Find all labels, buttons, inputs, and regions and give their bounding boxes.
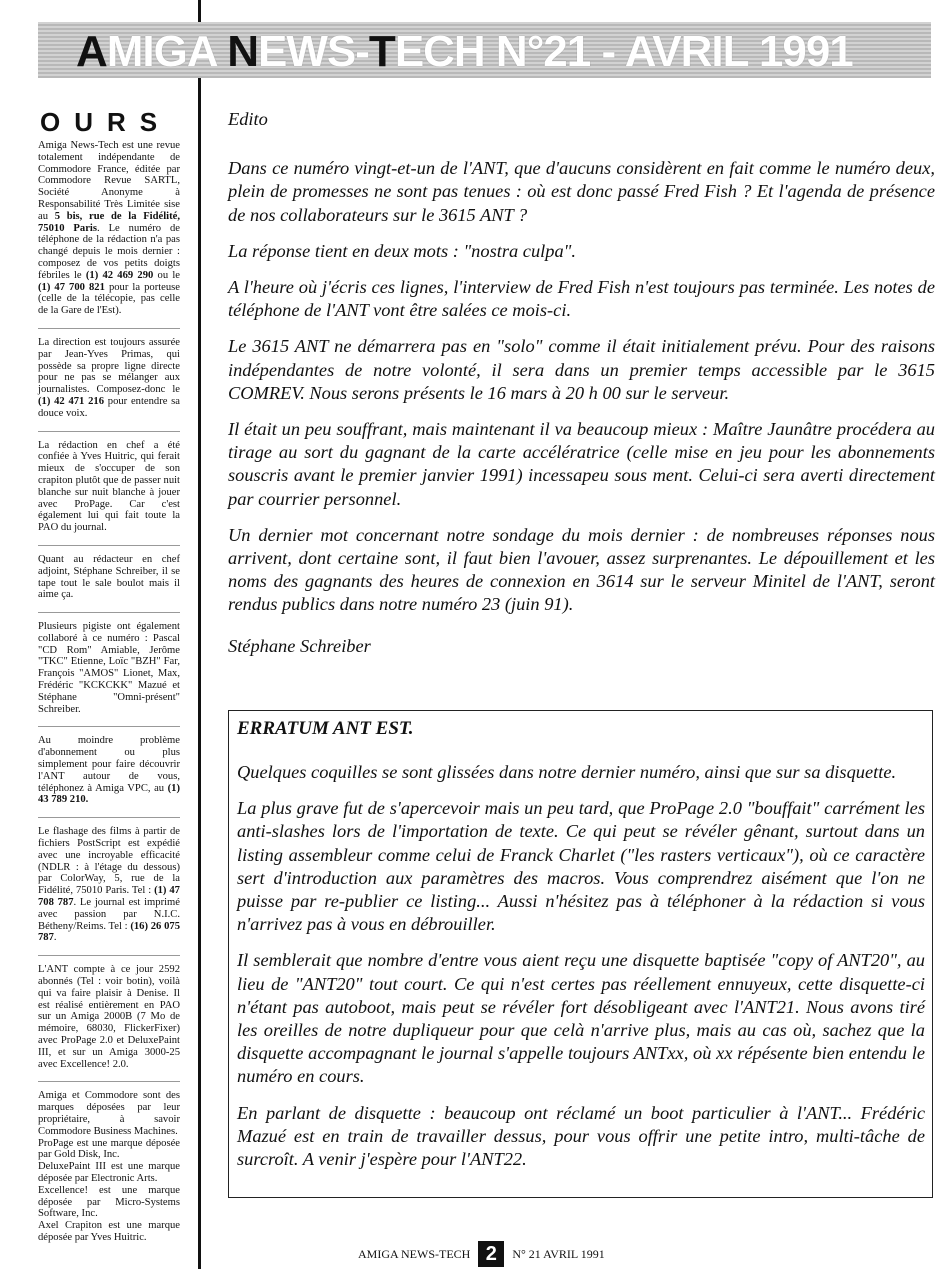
edito-paragraph: La réponse tient en deux mots : "nostra culpa".: [228, 240, 576, 261]
header-banner: [38, 22, 931, 78]
divider: [38, 545, 180, 546]
erratum-paragraph: En parlant de disquette : beaucoup ont réclamé un boot particulier à l'ANT... Frédéric Mazué est en train de travailler dessus, pour vous offrir une petite intro, multi-tâche de surcroît. A venir j'espère pour l'ANT22.: [237, 1102, 925, 1170]
footer-publication: AMIGA NEWS-TECH: [358, 1246, 471, 1261]
trademark-note: ProPage est une marque déposée par Gold Disk, Inc.: [38, 1137, 180, 1161]
divider: [38, 431, 180, 432]
edito-paragraph: Dans ce numéro vingt-et-un de l'ANT, que d'aucuns considèrent en fait comme le numéro deux, plein de promesses ne sont pas tenues : où est donc passé Fred Fish ? Et l'agenda de présence de nos collaborateurs sur le 3615 ANT ?: [228, 158, 935, 225]
divider: [38, 955, 180, 956]
page-title: [76, 28, 931, 76]
erratum-title: ERRATUM ANT EST.: [237, 718, 414, 739]
trademark-note: Axel Crapiton est une marque déposée par Yves Huitric.: [38, 1220, 180, 1243]
page-footer: [358, 1242, 605, 1266]
column-divider: [198, 0, 201, 1269]
trademark-note: Amiga et Commodore sont des marques déposées par leur propriétaire, à savoir Commodore Business Machines.: [38, 1090, 180, 1137]
ours-paragraph: La rédaction en chef a été confiée à Yves Huitric, qui ferait mieux de s'occuper de son crapiton plutôt que de passer nuit blanche sur nuit blanche à jouer avec ProPage. Car c'est également lui qui fait toute la PAO du journal.: [38, 439, 180, 534]
ours-paragraph: Quant au rédacteur en chef adjoint, Stéphane Schreiber, il se tape tout le sale boulot mais il aime ça.: [38, 553, 180, 601]
title-initial-t: T: [368, 27, 395, 76]
divider: [38, 612, 180, 613]
footer-issue: N° 21 AVRIL 1991: [512, 1246, 605, 1261]
signature: Stéphane Schreiber: [228, 635, 371, 656]
trademark-note: DeluxePaint III est une marque déposée par Electronic Arts.: [38, 1161, 180, 1184]
ours-paragraph: Le flashage des films à partir de fichiers PostScript est expédié avec une incroyable efficacité (NDLR : à l'étage du dessous) par ColorWay, 5, rue de la Fidélité, 75010 Paris. Tel : (1) 47 708 787. Le journal est imprimé avec passion par N.I.C. Bétheny/Reims. Tel : (16) 26 075 787.: [38, 826, 180, 944]
erratum-paragraph: Il semblerait que nombre d'entre vous aient reçu une disquette baptisée "copy of ANT20", au lieu de "ANT20" tout court. Ce qui n'est certes pas réellement ennuyeux, cette disquette-ci n'étant pas autoboot, mais peut se révéler fort désobligeant avec l'ANT21. Nous avons tiré les oreilles de notre dupliqueur pour que celà n'arrive plus, mais au cas où, sachez que la disquette accompagnant le journal s'appelle toujours ANTxx, où xx répésente bien entendu le numéro en cours.: [237, 950, 925, 1087]
divider: [38, 726, 180, 727]
edito-paragraph: Il était un peu souffrant, mais maintenant il va beaucoup mieux : Maître Jaunâtre procédera au tirage au sort du gagnant de la carte accélératrice (celle mise en jeu pour les abonnements souscris avant le premier janvier 1991) incessapeu sous ment. Celui-ci sera averti directement par courrier personnel.: [228, 419, 935, 509]
ours-paragraph: Plusieurs pigiste ont également collaboré à ce numéro : Pascal "CD Rom" Amiable, Jerôme "TKC" Etienne, Loïc "BZH" Far, François "AMOS" Lionet, Max, Frédéric "KCKCKK" Mazué et Stéphane "Omni-présent" Schreiber.: [38, 621, 180, 715]
page-number: 2: [478, 1241, 504, 1267]
divider: [38, 328, 180, 329]
divider: [38, 1081, 180, 1082]
edito-paragraph: Le 3615 ANT ne démarrera pas en "solo" comme il était initialement prévu. Pour des raisons indépendantes de notre volonté, il sera dans un premier temps accessible par le 3615 COMREV. Nous serons présents le 16 mars à 20 h 00 sur le serveur.: [228, 336, 935, 403]
title-part: MIGA: [106, 27, 228, 76]
ours-paragraph: Amiga News-Tech est une revue totalement indépendante de Commodore France, éditée par Commodore Revue SARTL, Société Anonyme à Responsabilité Très Limitée sise au 5 bis, rue de la Fidélité, 75010 Paris. Le numéro de téléphone de la rédaction n'a pas changé depuis le mois dernier : composez de vos petits doigts fébriles le (1) 42 469 290 ou le (1) 47 700 821 pour la porteuse (celle de la télécopie, pas celle de la Gare de l'Est).: [38, 140, 180, 317]
title-initial-n: N: [227, 27, 259, 76]
ours-column: [38, 108, 180, 1244]
ours-heading: OURS: [40, 107, 172, 137]
title-part: ECH N°21 - AVRIL 1991: [394, 27, 853, 76]
erratum-paragraph: Quelques coquilles se sont glissées dans notre dernier numéro, ainsi que sur sa disquette.: [237, 762, 897, 782]
ours-paragraph: L'ANT compte à ce jour 2592 abonnés (Tel : voir botin), voilà qui va faire plaisir à Denise. Il est réalisé entièrement en PAO sur un Amiga 2000B (7 Mo de mémoire, 68030, FlickerFixer) avec ProPage 2.0 et DeluxePaint III, et sur un Amiga 3000-25 avec Excellence! 2.0.: [38, 964, 180, 1070]
erratum-box: [228, 710, 933, 1198]
edito-paragraph: Un dernier mot concernant notre sondage du mois dernier : de nombreuses réponses nous arrivent, dont certaine sont, il faut bien l'avouer, assez surprenantes. Le dépouillement et les noms des gagnants des heures de connexion en 3614 sur le serveur Minitel de l'ANT, seront rendus publics dans notre numéro 23 (juin 91).: [228, 524, 935, 615]
erratum-paragraph: La plus grave fut de s'apercevoir mais un peu tard, que ProPage 2.0 "bouffait" carrément les anti-slashes lors de l'importation de texte. Ce qui peut se révéler gênant, surtout dans un listing assembleur comme celui de Franck Charlet ("les rasters verticaux"), où ce caractère sert d'introduction aux paramètres des macros. Vous comprendrez aisément que l'on ne puisse par re-publier ce listing... Aussi n'hésitez pas à téléphoner à la rédaction si vous n'arrivez pas à vous en débrouiller.: [237, 798, 925, 935]
ours-paragraph: Au moindre problème d'abonnement ou plus simplement pour faire découvrir l'ANT autour de vous, téléphonez à Amiga VPC, au (1) 43 789 210.: [38, 735, 180, 806]
title-initial-a: A: [76, 27, 107, 76]
ours-paragraph: La direction est toujours assurée par Jean-Yves Primas, qui possède sa propre ligne directe pour ne pas se mélanger aux journalistes. Composez-donc le (1) 42 471 216 pour entendre sa douce voix.: [38, 336, 180, 419]
divider: [38, 817, 180, 818]
trademark-note: Excellence! est une marque déposée par Micro-Systems Software, Inc.: [38, 1184, 180, 1220]
edito-heading: Edito: [228, 109, 268, 129]
title-part: EWS-: [258, 27, 369, 76]
edito-paragraph: A l'heure où j'écris ces lignes, l'interview de Fred Fish n'est toujours pas terminée. Les notes de téléphone de l'ANT vont être salées ce mois-ci.: [228, 277, 935, 321]
edito-article: [228, 108, 935, 671]
